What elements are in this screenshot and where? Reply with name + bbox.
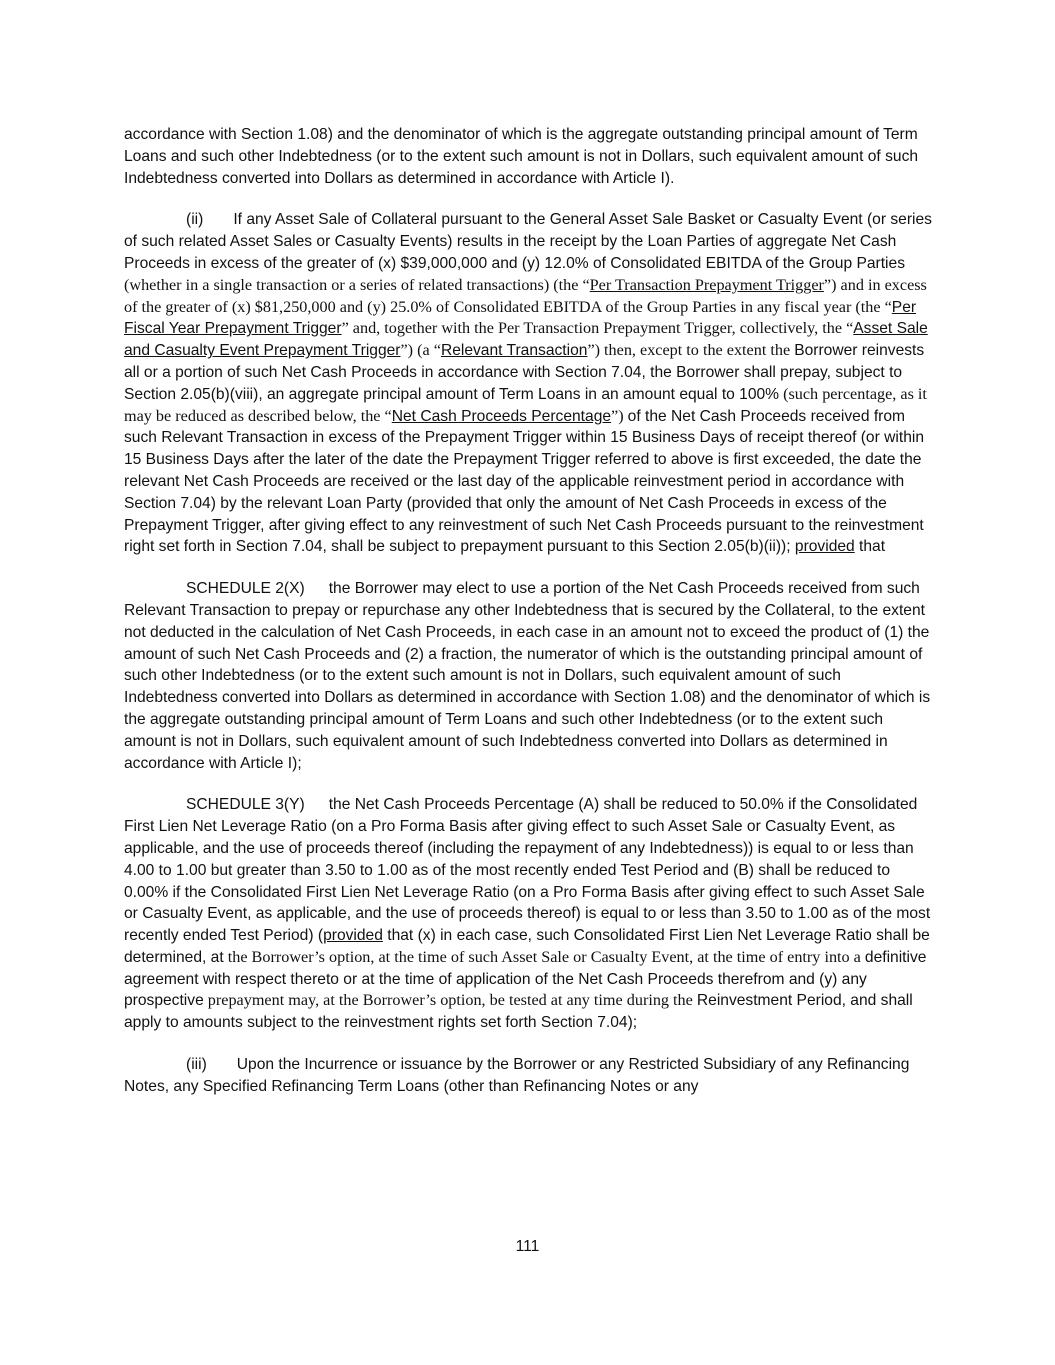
text-run: ” and, together with the Per Transaction Prepayment Trigger, collectively, the “ — [341, 319, 854, 338]
text-run: If any Asset Sale of Collateral pursuant to the General Asset Sale Basket or Casualty Event (or series of such related Asset Sales or Casualty Events) results in the receipt by the Loan Parties of aggregate Net Cash Proceeds in excess of the greater of (x) $39,000,000 and (y) 12.0% of Consolidated EBITDA of the Group Parties — [124, 211, 932, 272]
text-run: (such percentage, as it may be reduced as described below, the “ — [124, 384, 927, 425]
text-run: ”) (a “ — [400, 341, 441, 360]
text-run: definitive agreement with respect thereto or at the time of application of the Net Cash Proceeds therefrom and (y) any prospective — [124, 948, 927, 1010]
paragraph-text: the Borrower may elect to use a portion of the Net Cash Proceeds received from such Relevant Transaction to prepay or repurchase any other Indebtedness that is secured by the Collateral, to the extent not deducted in the calculation of Net Cash Proceeds, in each case in an amount not to exceed the product of (1) the amount of such Net Cash Proceeds and (2) a fraction, the numerator of which is the outstanding principal amount of such other Indebtedness (or to the extent such amount is not in Dollars, such equivalent amount of such Indebtedness converted into Dollars as determined in accordance with Section 1.08) and the denominator of which is the aggregate outstanding principal amount of Term Loans and such other Indebtedness (or to the extent such amount is not in Dollars, such equivalent amount of such Indebtedness converted into Dollars as determined in accordance with Article I); — [124, 580, 931, 772]
paragraph-text: accordance with Section 1.08) and the denominator of which is the aggregate outstanding principal amount of Term Loans and such other Indebtedness (or to the extent such amount is not in Dollars, such equivalent amount of such Indebtedness converted into Dollars as determined in accordance with Article I). — [124, 126, 919, 187]
text-run: Borrower reinvests all or a portion of such Net Cash Proceeds in accordance with Section 7.04, the Borrower shall prepay, subject to Section 2.05(b)(viii), an aggregate principal amount of Term Loans in an amount equal to 100% — [124, 342, 925, 403]
defined-term: Net Cash Proceeds Percentage — [391, 407, 612, 425]
defined-term: provided — [323, 927, 383, 945]
text-run: prepayment may, at the Borrower’s option, be tested at any time during the — [203, 991, 697, 1010]
defined-term: Relevant Transaction — [440, 342, 588, 360]
page-number: 111 — [515, 1238, 540, 1255]
clause-label: (ii) — [186, 211, 204, 229]
paragraph-ii — [124, 209, 934, 558]
clause-label: (iii) — [186, 1056, 207, 1074]
text-run: (whether in a single transaction or a series of related transactions) (the “ — [124, 275, 590, 294]
text-run: ”) — [611, 406, 628, 425]
paragraph-text: Upon the Incurrence or issuance by the Borrower or any Restricted Subsidiary of any Refinancing Notes, any Specified Refinancing Term Loans (other than Refinancing Notes or any — [124, 1056, 910, 1095]
defined-term: Per Fiscal Year Prepayment Trigger — [124, 298, 917, 338]
paragraph-schedule-3y — [124, 794, 934, 1034]
paragraph-continuation — [124, 124, 934, 189]
text-run: Reinvestment Period, and shall apply to amounts subject to the reinvestment rights set forth Section 7.04); — [124, 992, 913, 1032]
defined-term: Asset Sale and Casualty Event Prepayment Trigger — [124, 320, 928, 360]
document-page — [124, 124, 934, 1118]
text-run: the Net Cash Proceeds Percentage (A) shall be reduced to 50.0% if the Consolidated First Lien Net Leverage Ratio (on a Pro Forma Basis after giving effect to such Asset Sale or Casualty Event, as applicable, and the use of proceeds thereof (including the repayment of any Indebtedness)) is equal to or less than 4.00 to 1.00 but greater than 3.50 to 1.00 as of the most recently ended Test Period and (B) shall be reduced to 0.00% if the Consolidated First Lien Net Leverage Ratio (on a Pro Forma Basis after giving effect to such Asset Sale or Casualty Event, as applicable, and the use of proceeds thereof) is equal to or less than 3.50 to 1.00 as of the most recently ended Test Period) ( — [124, 796, 931, 945]
text-run: of the Net Cash Proceeds received from such Relevant Transaction in excess of the Prepayment Trigger within 15 Business Days of receipt thereof (or within 15 Business Days after the later of the date the Prepayment Trigger referred to above is first exceeded, the date the relevant Net Cash Proceeds are received or the last day of the applicable reinvestment period in accordance with Section 7.04) by the relevant Loan Party (provided that only the amount of Net Cash Proceeds in excess of the Prepayment Trigger, after giving effect to any reinvestment of such Net Cash Proceeds pursuant to the reinvestment right set forth in Section 7.04, shall be subject to prepayment pursuant to this Section 2.05(b)(ii)); — [124, 407, 925, 556]
clause-label: SCHEDULE 3(Y) — [186, 796, 305, 814]
text-run: that — [854, 538, 886, 556]
text-run: ”) then, except to the extent the — [587, 341, 795, 360]
text-run: the Borrower’s option, at the time of such Asset Sale or Casualty Event, at the time of entry into a — [223, 947, 865, 966]
text-run: that (x) in each case, such Consolidated First Lien Net Leverage Ratio shall be determined, at — [124, 927, 930, 966]
paragraph-iii — [124, 1054, 934, 1098]
clause-label: SCHEDULE 2(X) — [186, 580, 305, 598]
paragraph-schedule-2x — [124, 578, 934, 774]
defined-term: Per Transaction Prepayment Trigger — [589, 275, 824, 294]
defined-term: provided — [794, 538, 855, 556]
text-run: ”) and in excess of the greater of (x) $81,250,000 and (y) 25.0% of Consolidated EBITDA of the Group Parties in any fiscal year (the “ — [124, 275, 927, 316]
